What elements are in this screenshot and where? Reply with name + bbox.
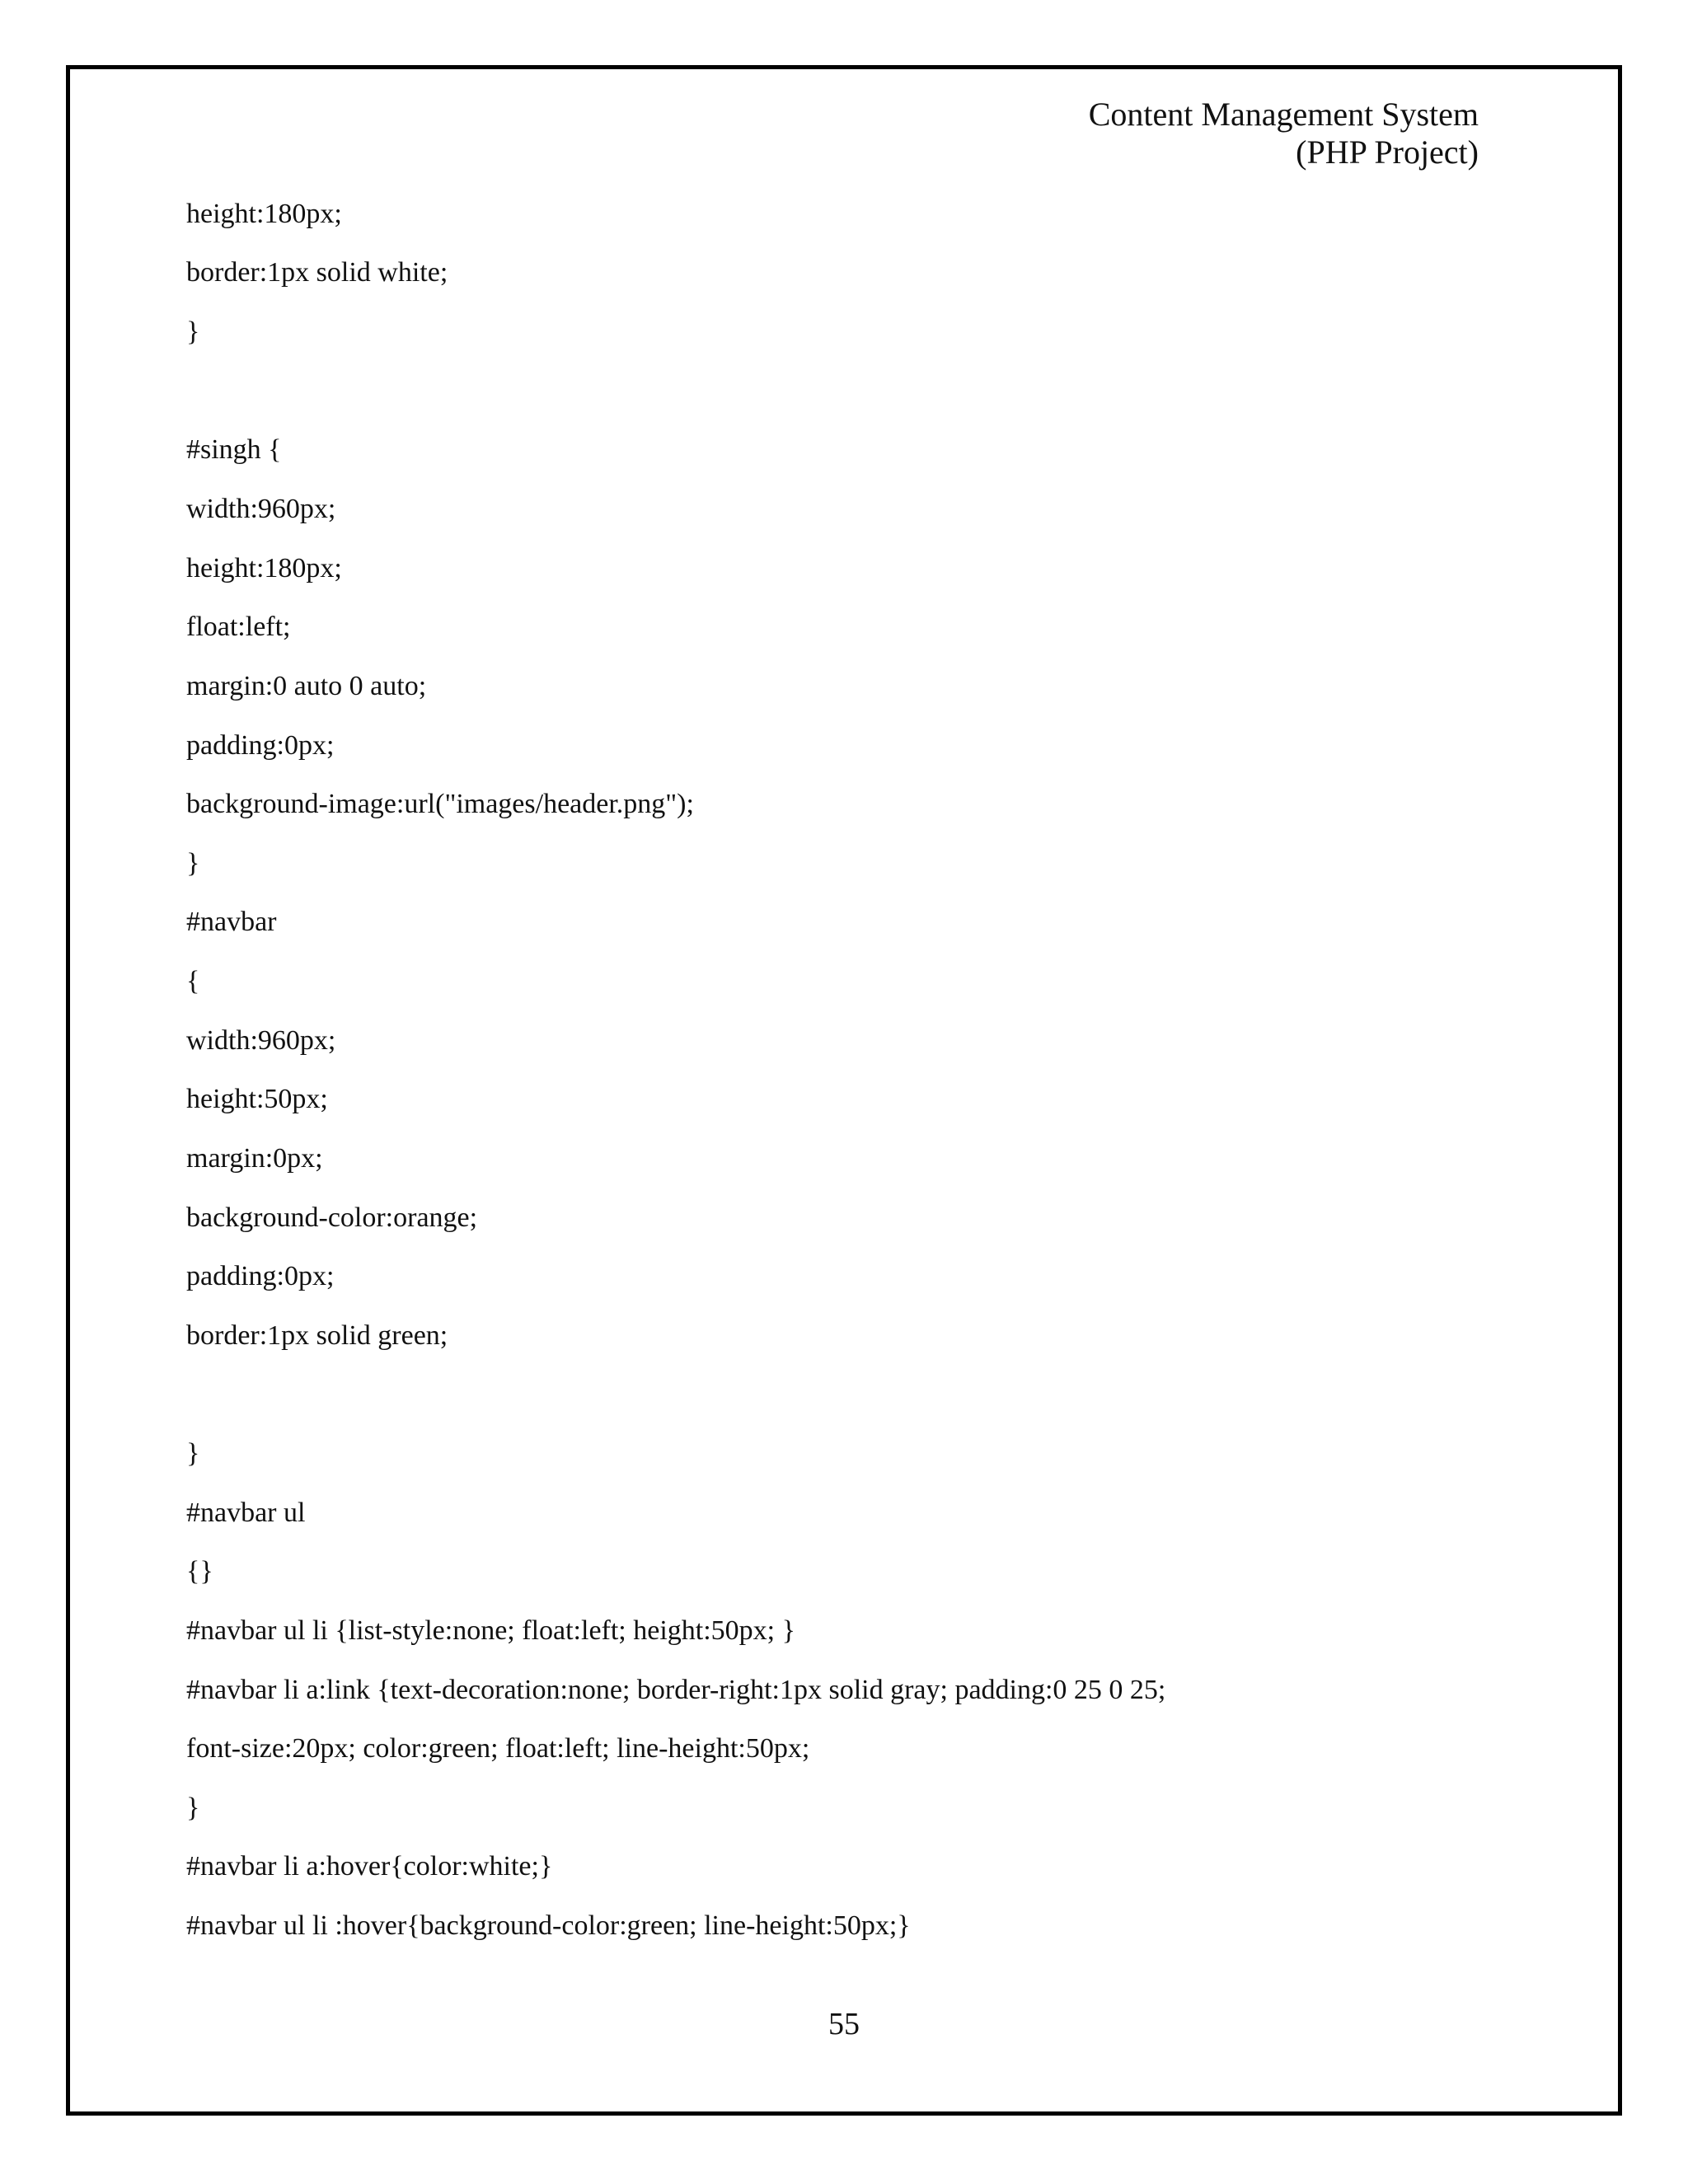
code-line: border:1px solid green; — [186, 1320, 448, 1351]
code-line: height:180px; — [186, 199, 342, 229]
code-line: #singh { — [186, 434, 282, 465]
page-number: 55 — [828, 2007, 860, 2041]
code-line: {} — [186, 1556, 213, 1586]
code-line: #navbar ul li {list-style:none; float:left; height:50px; } — [186, 1615, 795, 1646]
code-line: } — [186, 1438, 200, 1469]
code-line: border:1px solid white; — [186, 257, 448, 288]
code-line: } — [186, 848, 200, 879]
code-line: margin:0 auto 0 auto; — [186, 671, 427, 701]
code-line: #navbar li a:hover{color:white;} — [186, 1851, 553, 1882]
code-line: padding:0px; — [186, 730, 335, 761]
code-line: width:960px; — [186, 1025, 336, 1056]
code-line: font-size:20px; color:green; float:left; line-height:50px; — [186, 1733, 810, 1764]
code-line: float:left; — [186, 612, 291, 642]
code-line: background-image:url("images/header.png"); — [186, 789, 694, 819]
code-line: width:960px; — [186, 494, 336, 524]
code-line: height:180px; — [186, 553, 342, 583]
code-line: margin:0px; — [186, 1143, 323, 1174]
header-title: Content Management System — [1088, 96, 1479, 133]
document-header — [1089, 96, 1479, 171]
code-line: height:50px; — [186, 1084, 328, 1114]
code-line: #navbar — [186, 907, 277, 937]
code-line: { — [186, 966, 200, 996]
code-line: padding:0px; — [186, 1261, 335, 1291]
code-line: } — [186, 1793, 200, 1823]
code-line: } — [186, 316, 200, 347]
code-line: #navbar li a:link {text-decoration:none; border-right:1px solid gray; padding:0 25 0 25; — [186, 1675, 1166, 1705]
code-line: #navbar ul li :hover{background-color:green; line-height:50px;} — [186, 1910, 911, 1941]
header-subtitle: (PHP Project) — [1296, 134, 1479, 171]
code-line: background-color:orange; — [186, 1202, 478, 1233]
code-line: #navbar ul — [186, 1497, 306, 1528]
